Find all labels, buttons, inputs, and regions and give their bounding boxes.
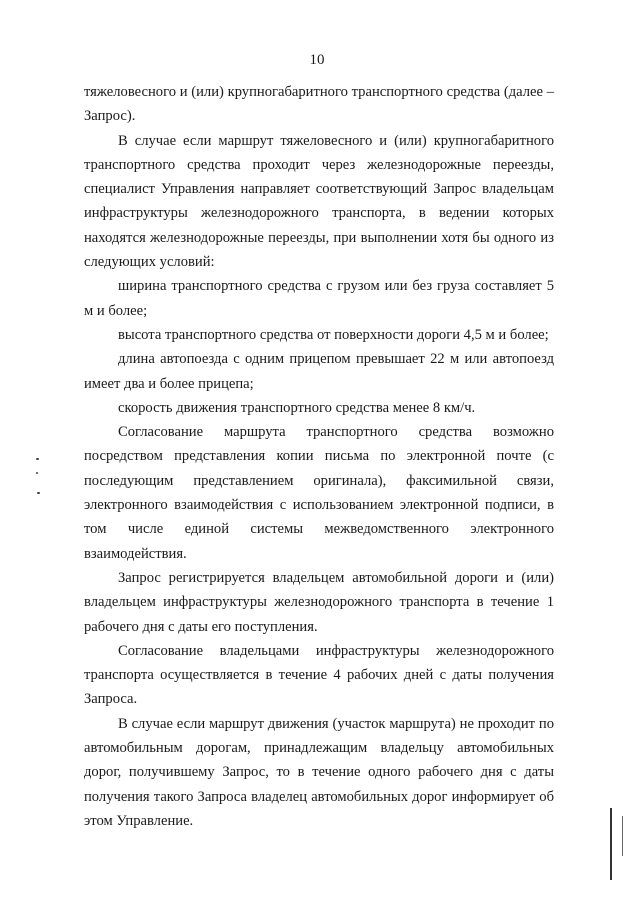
condition-height: высота транспортного средства от поверхности дороги 4,5 м и более;: [118, 326, 549, 343]
condition-width: ширина транспортного средства с грузом или без груза составляет 5 м и более;: [84, 278, 554, 319]
paragraph-request-registration: Запрос регистрируется владельцем автомобильной дороги и (или) владельцем инфраструктуры железнодорожного транспорта в течение 1 рабочего дня с даты его поступления.: [84, 569, 554, 635]
scan-speck: [36, 472, 38, 474]
scan-edge-line: [610, 808, 612, 880]
document-body: [84, 80, 554, 833]
paragraph-route-approval: Согласование маршрута транспортного средства возможно посредством представления копии письма по электронной почте (с последующим представлением оригинала), факсимильной связи, электронного взаимодействия с использованием электронной подписи, в том числе единой системы межведомственного электронного взаимодействия.: [84, 424, 554, 562]
paragraph-approval-term: Согласование владельцами инфраструктуры железнодорожного транспорта осуществляется в течение 4 рабочих дней с даты получения Запроса.: [84, 642, 554, 708]
paragraph-route-not-owned: В случае если маршрут движения (участок маршрута) не проходит по автомобильным дорогам, принадлежащим владельцу автомобильных дорог, получившему Запрос, то в течение одного рабочего дня с даты получения такого Запроса владелец автомобильных дорог информирует об этом Управление.: [84, 715, 554, 829]
scan-edge-line: [622, 816, 623, 856]
scan-speck: [37, 492, 40, 494]
condition-length: длина автопоезда с одним прицепом превышает 22 м или автопоезд имеет два и более прицепа;: [84, 351, 554, 392]
paragraph-railway-crossing-condition: В случае если маршрут тяжеловесного и (или) крупногабаритного транспортного средства проходит через железнодорожные переезды, специалист Управления направляет соответствующий Запрос владельцам инфраструктуры железнодорожного транспорта, в ведении которых находятся железнодорожные переезды, при выполнении хотя бы одного из следующих условий:: [84, 132, 554, 271]
page-number: 10: [309, 52, 325, 68]
condition-speed: скорость движения транспортного средства менее 8 км/ч.: [118, 399, 476, 416]
paragraph-continuation: тяжеловесного и (или) крупногабаритного транспортного средства (далее – Запрос).: [84, 84, 554, 125]
scan-speck: [36, 458, 39, 460]
